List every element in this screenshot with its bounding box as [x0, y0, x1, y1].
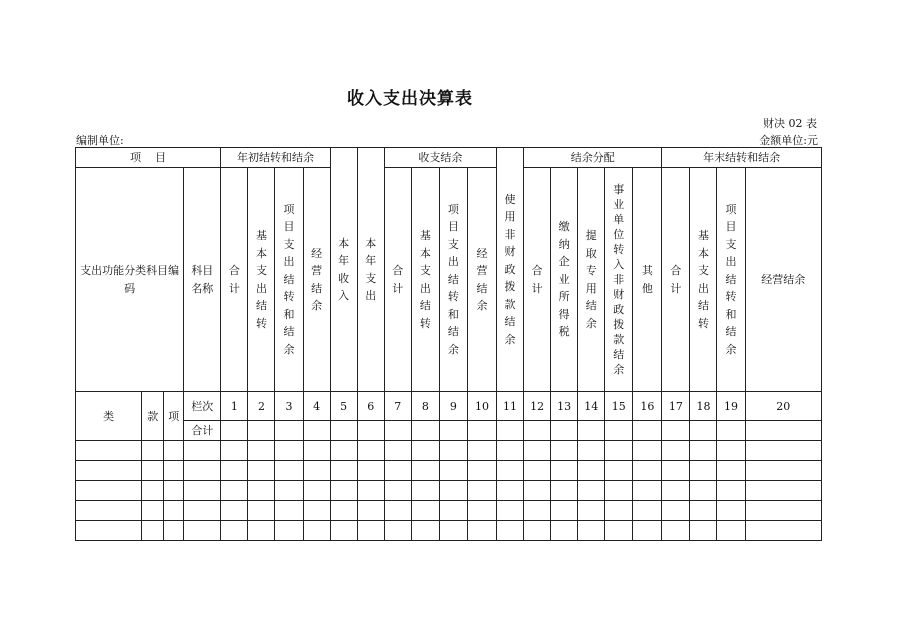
data-cell[interactable] [184, 481, 221, 501]
data-cell[interactable] [411, 461, 439, 481]
data-cell[interactable] [496, 501, 523, 521]
data-cell[interactable] [275, 461, 303, 481]
data-cell[interactable] [605, 461, 633, 481]
column-number-cell: 1 [221, 392, 248, 421]
row-label-kuan: 款 [142, 392, 164, 441]
column-number-cell: 7 [384, 392, 411, 421]
data-cell[interactable] [439, 441, 467, 461]
data-cell[interactable] [745, 521, 821, 541]
col-ie-project: 项 目 支 出 结 转 和 结 余 [439, 168, 467, 392]
total-value-cell[interactable] [303, 421, 330, 441]
col-nonfiscal-use: 使 用 非 财 政 拨 款 结 余 [496, 148, 523, 392]
column-number-cell: 16 [633, 392, 662, 421]
data-cell[interactable] [524, 521, 551, 541]
data-cell[interactable] [605, 441, 633, 461]
data-cell[interactable] [690, 441, 717, 461]
data-cell[interactable] [551, 461, 578, 481]
data-cell[interactable] [717, 521, 745, 541]
column-number-cell: 14 [578, 392, 605, 421]
data-cell[interactable] [662, 441, 690, 461]
data-cell[interactable] [248, 481, 275, 501]
data-cell[interactable] [690, 521, 717, 541]
data-cell[interactable] [745, 481, 821, 501]
data-cell[interactable] [76, 481, 142, 501]
data-cell[interactable] [717, 441, 745, 461]
data-cell[interactable] [248, 461, 275, 481]
data-cell[interactable] [633, 441, 662, 461]
data-cell[interactable] [384, 481, 411, 501]
data-cell[interactable] [524, 461, 551, 481]
column-number-cell: 11 [496, 392, 523, 421]
total-value-cell[interactable] [605, 421, 633, 441]
total-value-cell[interactable] [633, 421, 662, 441]
data-cell[interactable] [384, 501, 411, 521]
data-cell[interactable] [467, 441, 496, 461]
data-cell[interactable] [524, 501, 551, 521]
data-cell[interactable] [76, 521, 142, 541]
group-distribution: 结余分配 [524, 148, 662, 168]
page-title: 收入支出决算表 [347, 89, 473, 109]
data-cell[interactable] [384, 521, 411, 541]
data-cell[interactable] [524, 481, 551, 501]
data-cell[interactable] [221, 461, 248, 481]
row-label-lei: 类 [76, 392, 142, 441]
data-cell[interactable] [467, 461, 496, 481]
data-cell[interactable] [275, 501, 303, 521]
data-cell[interactable] [184, 461, 221, 481]
data-cell[interactable] [633, 521, 662, 541]
data-cell[interactable] [551, 481, 578, 501]
total-value-cell[interactable] [578, 421, 605, 441]
column-number-cell: 10 [467, 392, 496, 421]
table-row [76, 481, 822, 501]
total-value-cell[interactable] [221, 421, 248, 441]
data-cell[interactable] [76, 441, 142, 461]
data-cell[interactable] [221, 441, 248, 461]
data-cell[interactable] [164, 501, 184, 521]
col-subject-name: 科目 名称 [184, 168, 221, 392]
col-ie-total: 合 计 [384, 168, 411, 392]
col-func-code: 支出功能分类科目编码 [76, 168, 184, 392]
data-cell[interactable] [411, 481, 439, 501]
row-label-lanci: 栏次 [184, 392, 221, 421]
income-expense-table [75, 147, 822, 541]
data-cell[interactable] [357, 521, 384, 541]
data-cell[interactable] [439, 501, 467, 521]
data-cell[interactable] [467, 521, 496, 541]
total-value-cell[interactable] [662, 421, 690, 441]
total-value-cell[interactable] [384, 421, 411, 441]
total-value-cell[interactable] [690, 421, 717, 441]
data-cell[interactable] [496, 461, 523, 481]
data-cell[interactable] [745, 461, 821, 481]
data-cell[interactable] [303, 501, 330, 521]
total-value-cell[interactable] [411, 421, 439, 441]
data-cell[interactable] [578, 521, 605, 541]
money-unit-label: 金额单位:元 [759, 134, 818, 147]
data-cell[interactable] [633, 461, 662, 481]
column-number-cell: 20 [745, 392, 821, 421]
col-begin-project: 项 目 支 出 结 转 和 结 余 [275, 168, 303, 392]
column-number-cell: 9 [439, 392, 467, 421]
data-cell[interactable] [330, 481, 357, 501]
data-cell[interactable] [745, 501, 821, 521]
data-cell[interactable] [690, 481, 717, 501]
data-cell[interactable] [357, 441, 384, 461]
col-begin-business: 经 营 结 余 [303, 168, 330, 392]
data-cell[interactable] [330, 441, 357, 461]
data-cell[interactable] [164, 461, 184, 481]
col-dist-total: 合 计 [524, 168, 551, 392]
data-cell[interactable] [384, 441, 411, 461]
data-cell[interactable] [76, 461, 142, 481]
data-cell[interactable] [330, 501, 357, 521]
col-end-project: 项 目 支 出 结 转 和 结 余 [717, 168, 745, 392]
column-number-cell: 15 [605, 392, 633, 421]
data-cell[interactable] [164, 521, 184, 541]
total-value-cell[interactable] [275, 421, 303, 441]
data-cell[interactable] [142, 521, 164, 541]
table-row [76, 441, 822, 461]
data-cell[interactable] [76, 501, 142, 521]
group-begin-balance: 年初结转和结余 [221, 148, 330, 168]
col-ie-business: 经 营 结 余 [467, 168, 496, 392]
total-value-cell[interactable] [330, 421, 357, 441]
data-cell[interactable] [357, 481, 384, 501]
data-cell[interactable] [551, 521, 578, 541]
data-cell[interactable] [221, 501, 248, 521]
data-cell[interactable] [745, 441, 821, 461]
data-cell[interactable] [275, 481, 303, 501]
data-cell[interactable] [221, 521, 248, 541]
total-value-cell[interactable] [745, 421, 821, 441]
data-cell[interactable] [605, 481, 633, 501]
data-cell[interactable] [467, 501, 496, 521]
data-cell[interactable] [411, 441, 439, 461]
total-value-cell[interactable] [357, 421, 384, 441]
group-end-balance: 年末结转和结余 [662, 148, 822, 168]
data-cell[interactable] [164, 441, 184, 461]
data-cell[interactable] [496, 441, 523, 461]
data-cell[interactable] [717, 461, 745, 481]
table-row [76, 501, 822, 521]
data-cell[interactable] [164, 481, 184, 501]
data-cell[interactable] [184, 521, 221, 541]
col-end-business: 经营结余 [745, 168, 821, 392]
data-cell[interactable] [303, 441, 330, 461]
data-cell[interactable] [248, 441, 275, 461]
data-cell[interactable] [330, 521, 357, 541]
data-cell[interactable] [605, 521, 633, 541]
data-cell[interactable] [662, 521, 690, 541]
total-value-cell[interactable] [717, 421, 745, 441]
data-cell[interactable] [690, 501, 717, 521]
data-cell[interactable] [439, 461, 467, 481]
data-cell[interactable] [551, 441, 578, 461]
column-number-cell: 5 [330, 392, 357, 421]
col-begin-total: 合 计 [221, 168, 248, 392]
col-dist-transfer: 事 业 单 位 转 入 非 财 政 拨 款 结 余 [605, 168, 633, 392]
data-cell[interactable] [633, 501, 662, 521]
data-cell[interactable] [303, 521, 330, 541]
data-cell[interactable] [662, 481, 690, 501]
total-value-cell[interactable] [524, 421, 551, 441]
total-value-cell[interactable] [551, 421, 578, 441]
data-cell[interactable] [578, 461, 605, 481]
data-cell[interactable] [275, 521, 303, 541]
col-year-income: 本 年 收 入 [330, 148, 357, 392]
data-cell[interactable] [303, 461, 330, 481]
column-number-cell: 12 [524, 392, 551, 421]
data-cell[interactable] [221, 481, 248, 501]
column-number-cell: 3 [275, 392, 303, 421]
col-ie-basic: 基 本 支 出 结 转 [411, 168, 439, 392]
data-cell[interactable] [384, 461, 411, 481]
data-cell[interactable] [411, 521, 439, 541]
data-cell[interactable] [467, 481, 496, 501]
data-cell[interactable] [439, 481, 467, 501]
data-cell[interactable] [551, 501, 578, 521]
data-cell[interactable] [303, 481, 330, 501]
column-number-cell: 13 [551, 392, 578, 421]
data-cell[interactable] [578, 441, 605, 461]
data-cell[interactable] [524, 441, 551, 461]
group-item: 项 目 [76, 148, 221, 168]
column-number-cell: 8 [411, 392, 439, 421]
data-cell[interactable] [717, 481, 745, 501]
column-number-cell: 19 [717, 392, 745, 421]
data-cell[interactable] [662, 501, 690, 521]
data-cell[interactable] [496, 521, 523, 541]
form-number: 财决 02 表 [763, 117, 817, 130]
col-dist-fund: 提 取 专 用 结 余 [578, 168, 605, 392]
col-end-basic: 基 本 支 出 结 转 [690, 168, 717, 392]
data-cell[interactable] [142, 461, 164, 481]
column-number-cell: 2 [248, 392, 275, 421]
col-end-total: 合 计 [662, 168, 690, 392]
col-begin-basic: 基 本 支 出 结 转 [248, 168, 275, 392]
data-cell[interactable] [717, 501, 745, 521]
data-cell[interactable] [411, 501, 439, 521]
row-label-xiang: 项 [164, 392, 184, 441]
data-cell[interactable] [690, 461, 717, 481]
total-value-cell[interactable] [496, 421, 523, 441]
data-cell[interactable] [662, 461, 690, 481]
column-number-cell: 6 [357, 392, 384, 421]
data-cell[interactable] [184, 441, 221, 461]
data-cell[interactable] [248, 521, 275, 541]
data-cell[interactable] [357, 501, 384, 521]
col-dist-other: 其 他 [633, 168, 662, 392]
col-year-expense: 本 年 支 出 [357, 148, 384, 392]
data-cell[interactable] [439, 521, 467, 541]
data-cell[interactable] [357, 461, 384, 481]
column-number-cell: 17 [662, 392, 690, 421]
table-row [76, 521, 822, 541]
row-label-heji: 合计 [184, 421, 221, 441]
col-dist-tax: 缴 纳 企 业 所 得 税 [551, 168, 578, 392]
column-number-cell: 18 [690, 392, 717, 421]
total-value-cell[interactable] [467, 421, 496, 441]
reporting-unit-label: 编制单位: [76, 134, 124, 147]
data-cell[interactable] [142, 481, 164, 501]
data-cell[interactable] [142, 501, 164, 521]
total-value-cell[interactable] [248, 421, 275, 441]
data-cell[interactable] [275, 441, 303, 461]
data-cell[interactable] [142, 441, 164, 461]
data-cell[interactable] [184, 501, 221, 521]
data-cell[interactable] [496, 481, 523, 501]
table-row [76, 461, 822, 481]
data-cell[interactable] [330, 461, 357, 481]
data-cell[interactable] [578, 501, 605, 521]
data-cell[interactable] [605, 501, 633, 521]
column-number-cell: 4 [303, 392, 330, 421]
data-cell[interactable] [248, 501, 275, 521]
total-value-cell[interactable] [439, 421, 467, 441]
group-income-expense: 收支结余 [384, 148, 496, 168]
data-cell[interactable] [633, 481, 662, 501]
data-cell[interactable] [578, 481, 605, 501]
